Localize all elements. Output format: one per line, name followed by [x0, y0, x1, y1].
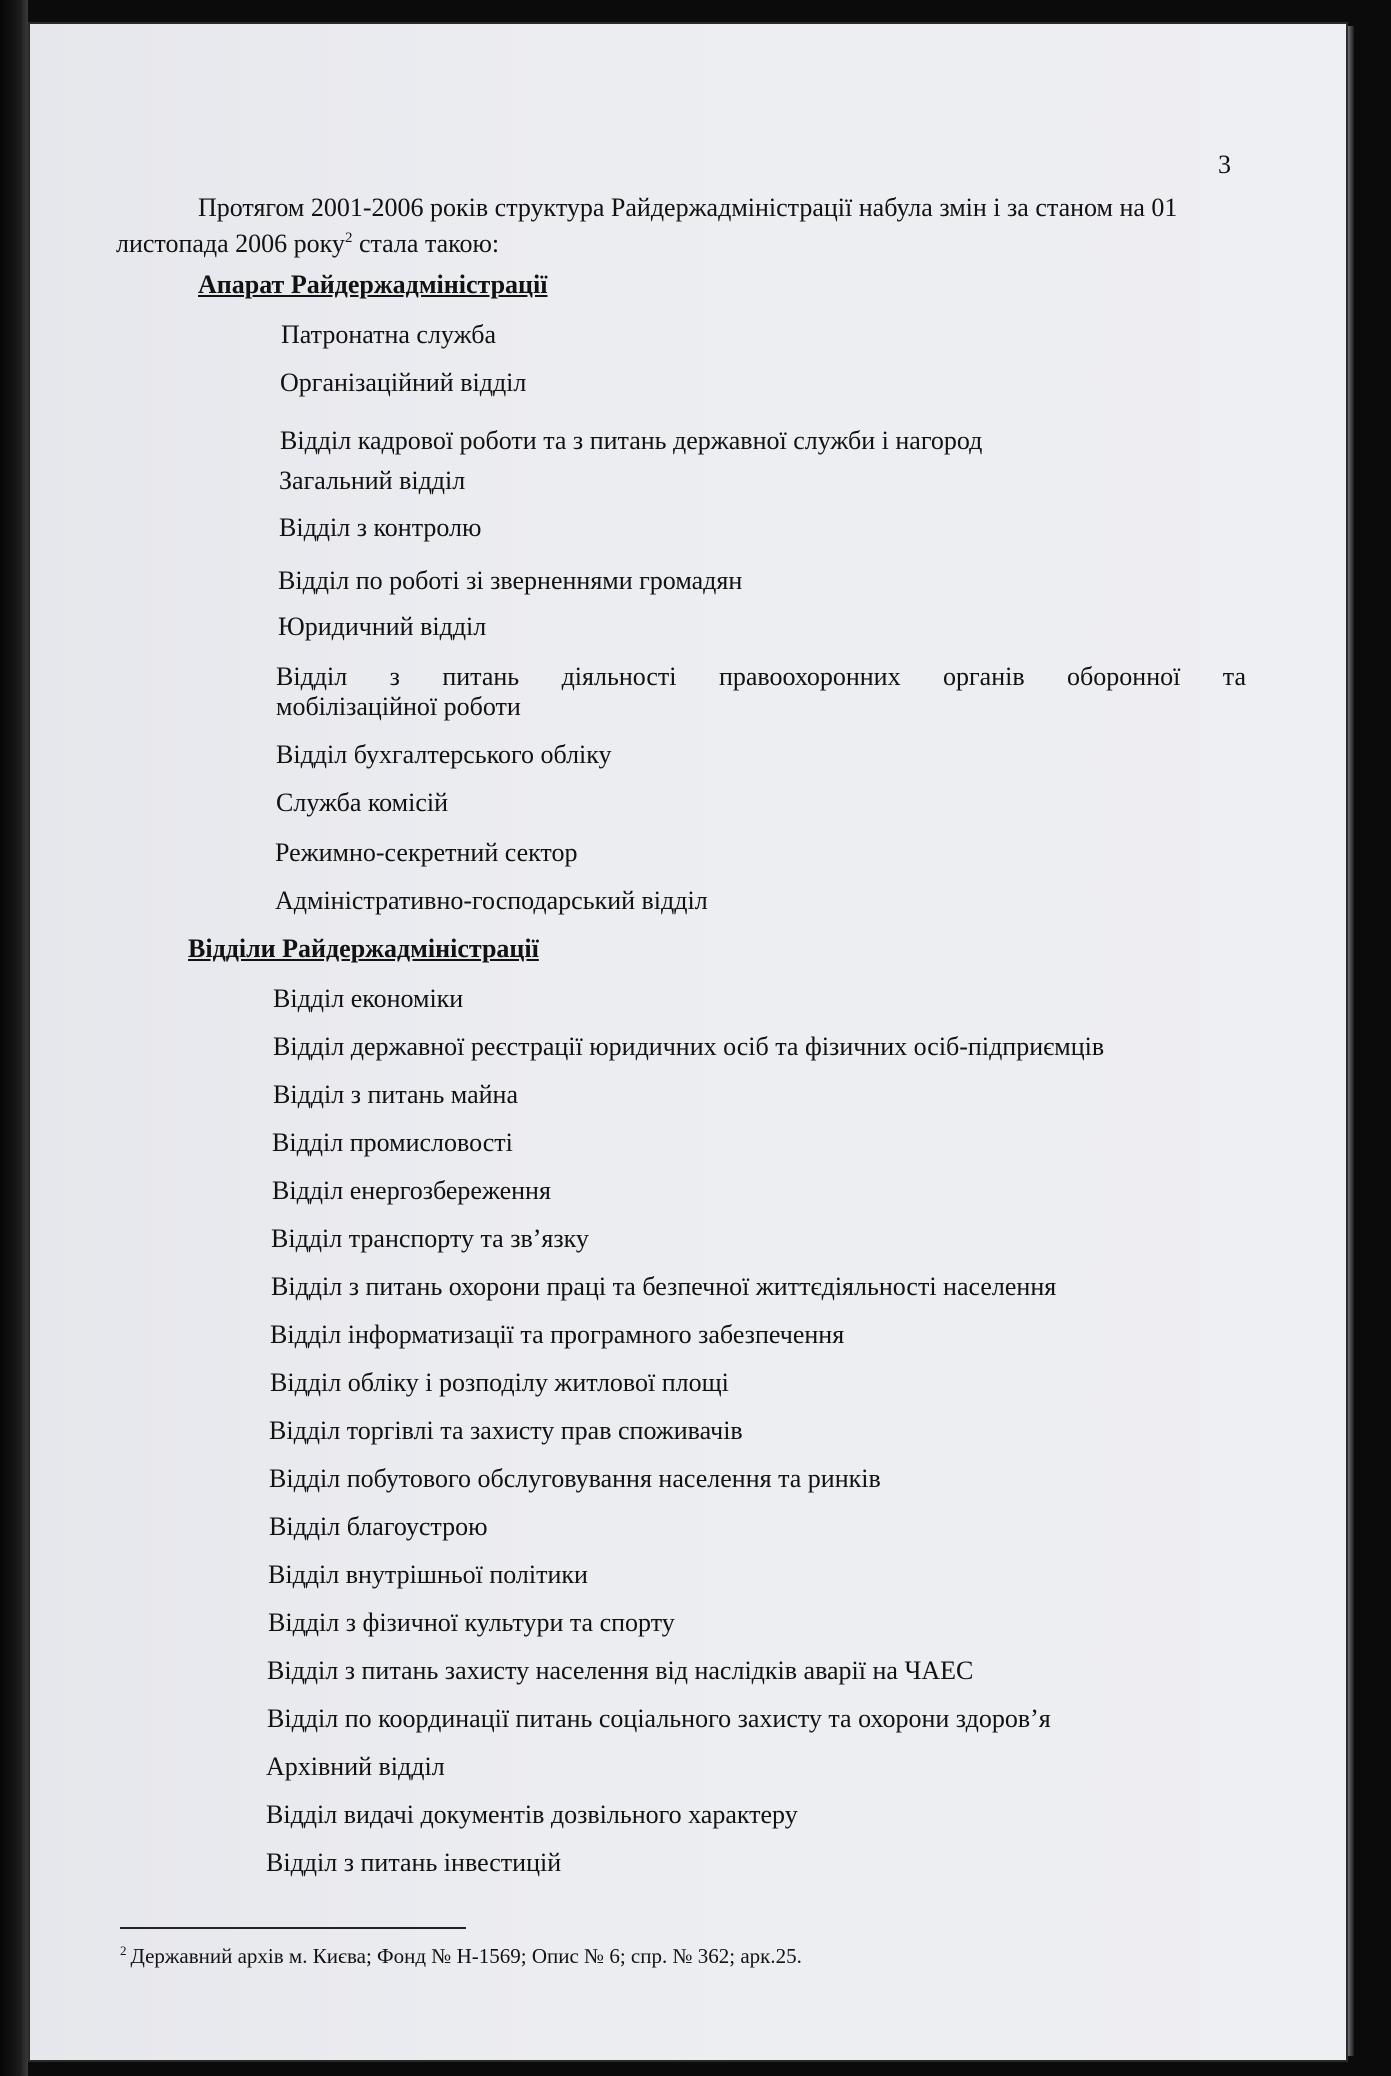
section-heading-departments: Відділи Райдержадміністрації	[188, 934, 539, 963]
list-item-wrapped	[276, 662, 1246, 722]
section-heading-apparatus: Апарат Райдержадміністрації	[198, 270, 548, 299]
list-item: Адміністративно-господарський відділ	[275, 886, 708, 915]
document-page	[28, 22, 1348, 2062]
intro-paragraph	[116, 190, 1266, 262]
list-item: Відділ промисловості	[272, 1128, 513, 1157]
list-item: Служба комісій	[276, 788, 449, 817]
footnote-divider	[120, 1927, 466, 1929]
list-item: Відділ енергозбереження	[272, 1176, 551, 1205]
list-item-line-2: мобілізаційної роботи	[276, 692, 521, 721]
list-item: Відділ обліку і розподілу житлової площі	[270, 1368, 729, 1397]
list-item: Відділ з питань інвестицій	[266, 1848, 562, 1877]
list-item: Відділ з питань майна	[273, 1080, 518, 1109]
list-item: Відділ благоустрою	[269, 1512, 488, 1541]
page-number: 3	[1218, 150, 1231, 179]
scanner-left-edge	[0, 0, 28, 2076]
footnote-text: Державний архів м. Києва; Фонд № Н-1569; Опис № 6; спр. № 362; арк.25.	[130, 1944, 802, 1968]
list-item: Відділ економіки	[273, 984, 464, 1013]
list-item: Відділ з питань охорони праці та безпечної життєдіяльності населення	[271, 1272, 1057, 1301]
list-item: Відділ з фізичної культури та спорту	[268, 1608, 675, 1637]
list-item: Відділ видачі документів дозвільного характеру	[266, 1800, 798, 1829]
list-item: Відділ бухгалтерського обліку	[276, 740, 612, 769]
list-item: Відділ торгівлі та захисту прав споживачів	[269, 1416, 743, 1445]
footnote	[120, 1944, 802, 1969]
list-item: Відділ транспорту та зв’язку	[271, 1224, 589, 1253]
list-item: Загальний відділ	[279, 466, 466, 495]
list-item: Архівний відділ	[266, 1752, 445, 1781]
list-item: Відділ з питань захисту населення від наслідків аварії на ЧАЕС	[267, 1656, 974, 1685]
list-item: Відділ державної реєстрації юридичних осіб та фізичних осіб-підприємців	[273, 1032, 1105, 1061]
footnote-marker: 2	[120, 1943, 127, 1958]
list-item: Організаційний відділ	[280, 368, 527, 397]
list-item-line-1: Відділ з питань діяльності правоохоронних органів оборонної та	[276, 662, 1246, 691]
footnote-reference: 2	[344, 230, 353, 246]
list-item: Відділ по координації питань соціального захисту та охорони здоров’я	[267, 1704, 1051, 1733]
list-item: Відділ побутового обслуговування населення та ринків	[269, 1464, 881, 1493]
list-item: Відділ з контролю	[279, 513, 482, 542]
list-item: Юридичний відділ	[278, 612, 487, 641]
list-item: Відділ внутрішньої політики	[268, 1560, 588, 1589]
list-item: Режимно-секретний сектор	[275, 838, 578, 867]
list-item: Відділ кадрової роботи та з питань державної служби і нагород	[280, 426, 983, 455]
intro-text: Протягом 2001-2006 років структура Райдержадміністрації набула змін і за станом на 01 листопада 2006 року	[116, 193, 1178, 258]
list-item: Патронатна служба	[281, 320, 496, 349]
intro-text-end: стала такою:	[352, 229, 500, 258]
list-item: Відділ по роботі зі зверненнями громадян	[278, 566, 743, 595]
list-item: Відділ інформатизації та програмного забезпечення	[270, 1320, 845, 1349]
